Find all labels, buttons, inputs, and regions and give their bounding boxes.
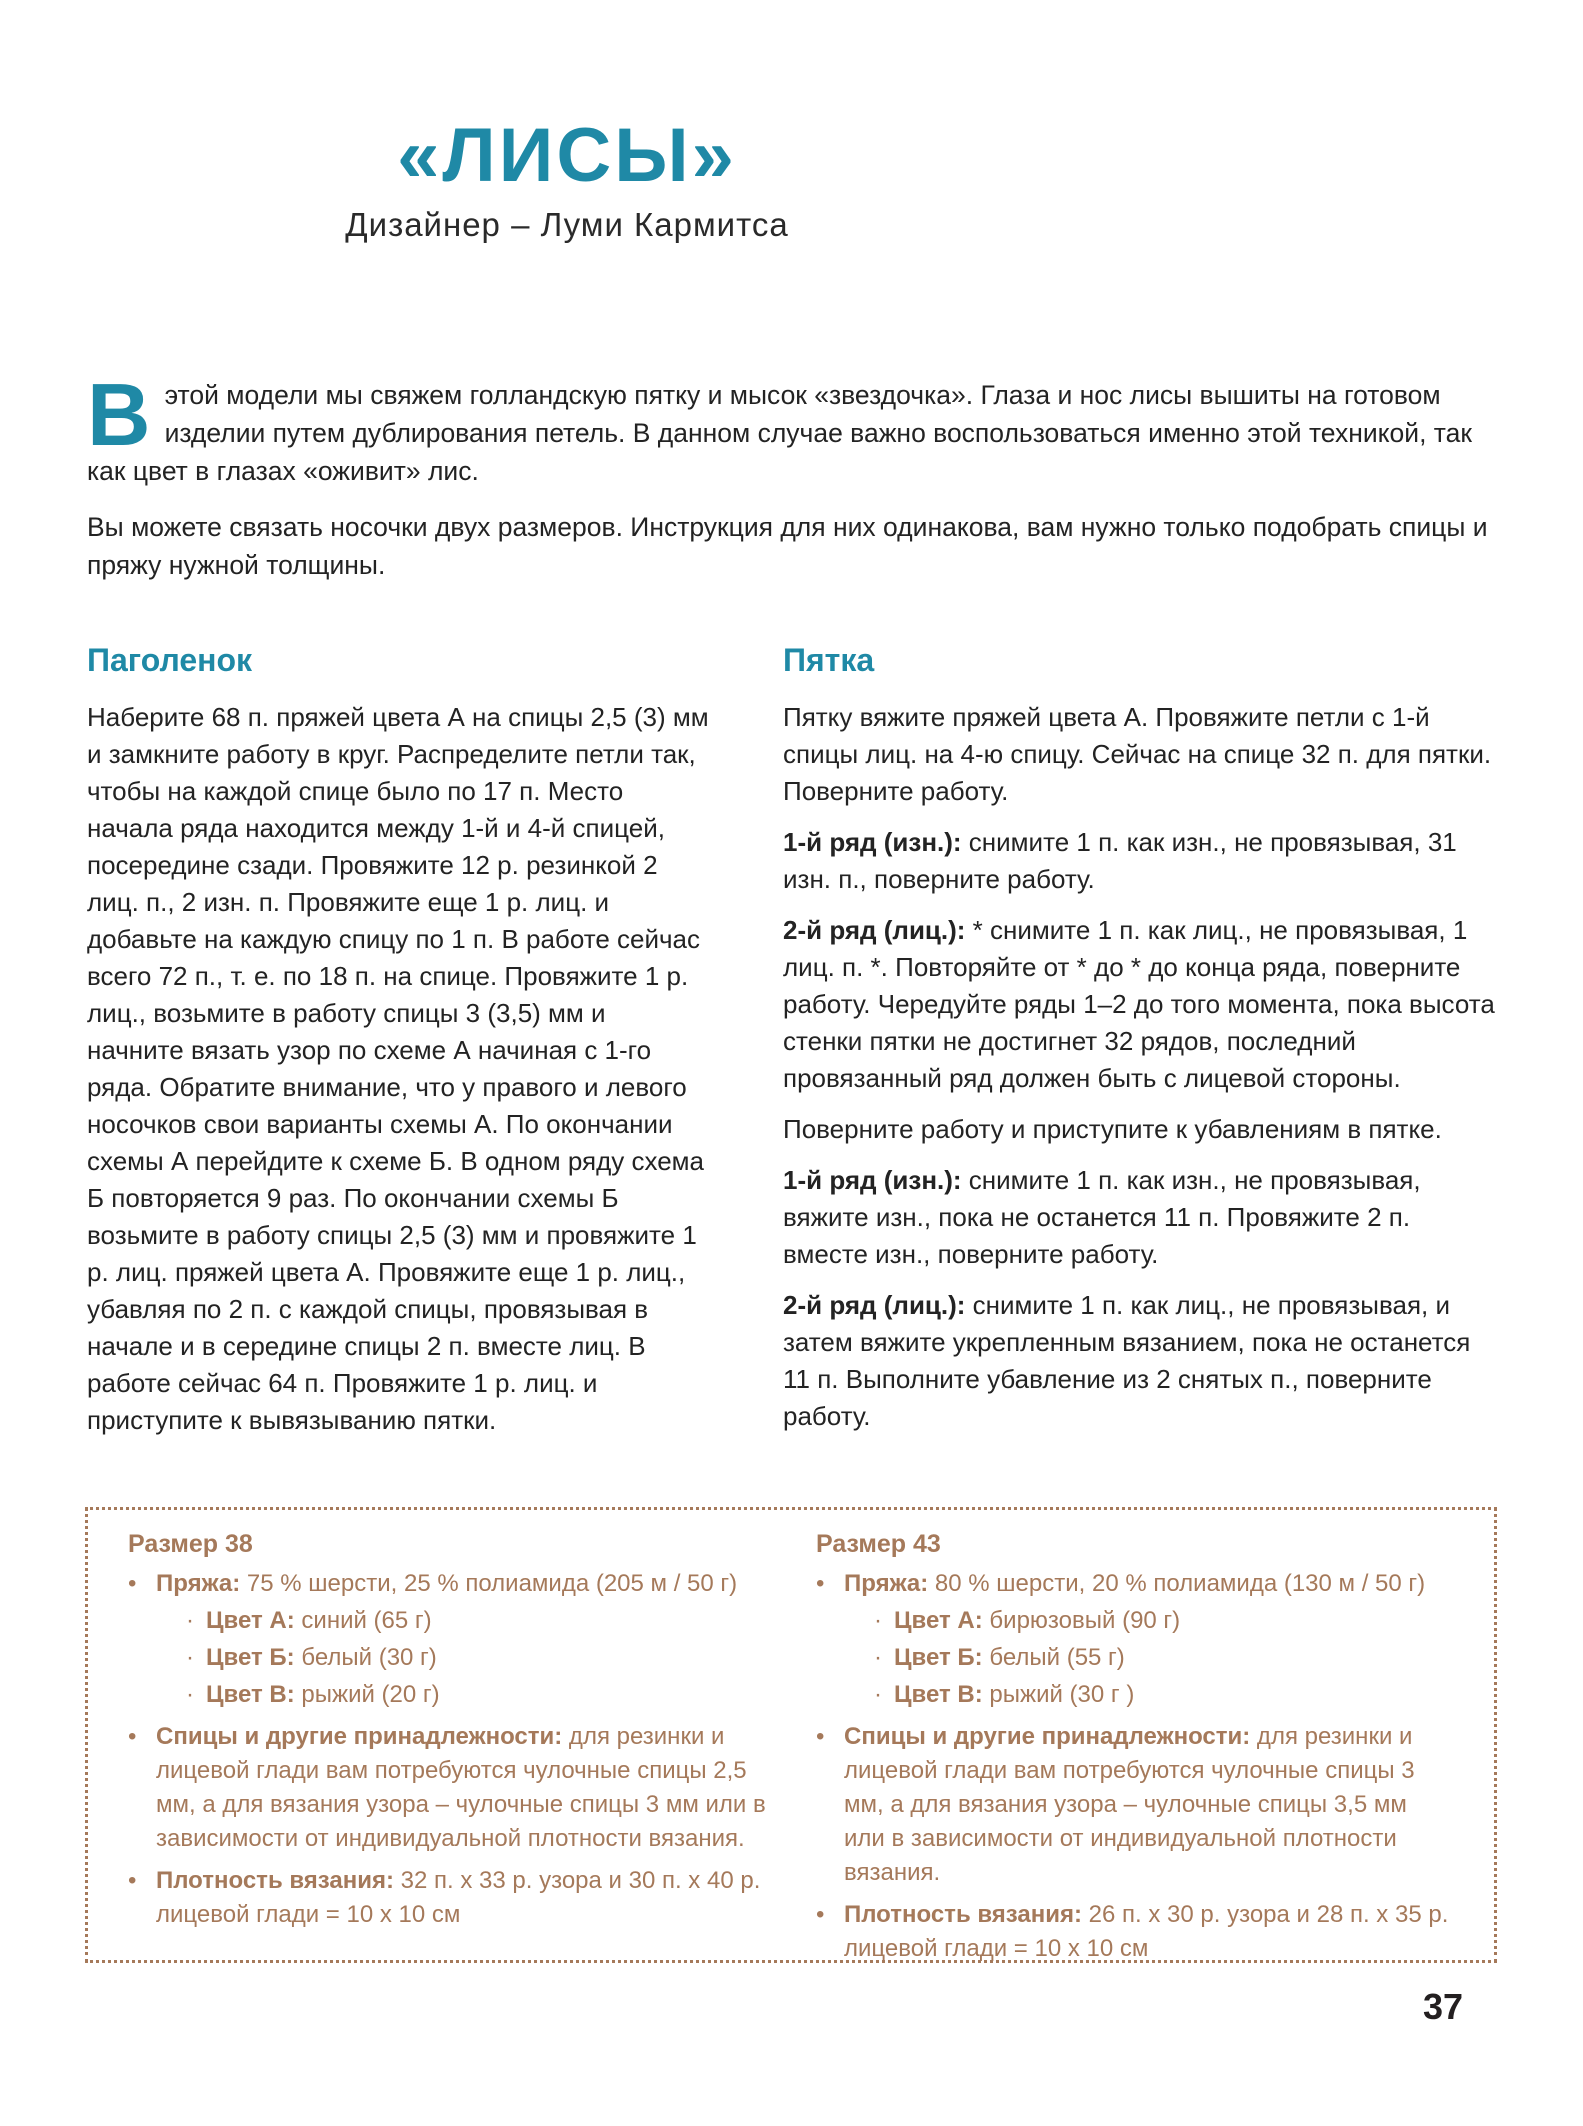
intro-paragraph-1-text: этой модели мы свяжем голландскую пятку и мысок «звездочка». Глаза и нос лисы вышиты на готовом изделии путем дублирования петель. В данном случае важно воспользоваться именно этой техникой, так как цвет в глазах «оживит» лис. bbox=[87, 380, 1472, 486]
heel-paragraph bbox=[783, 699, 1501, 810]
bullet-icon: • bbox=[816, 1723, 825, 1750]
page-title: «ЛИСЫ» bbox=[397, 113, 737, 198]
intro-paragraph-2: Вы можете связать носочки двух размеров. Инструкция для них одинакова, вам нужно только подобрать спицы и пряжу нужной толщины. bbox=[87, 512, 1488, 580]
needles-item bbox=[816, 1720, 1454, 1890]
dropcap-letter: В bbox=[87, 365, 151, 464]
color-v-label: Цвет В: bbox=[206, 1681, 295, 1708]
color-b-item bbox=[874, 1641, 1454, 1675]
designer-subtitle: Дизайнер – Луми Кармитса bbox=[345, 205, 789, 243]
page-number: 37 bbox=[1422, 1986, 1463, 2027]
heel-paragraph bbox=[783, 1287, 1501, 1435]
yarn-item bbox=[816, 1567, 1454, 1601]
color-a-text bbox=[894, 1604, 1180, 1638]
size-38-column bbox=[128, 1530, 766, 1968]
color-v-value: рыжий (20 г) bbox=[294, 1681, 440, 1708]
heel-paragraph-lead: 2-й ряд (лиц.): bbox=[783, 915, 966, 945]
heel-paragraph-lead: 2-й ряд (лиц.): bbox=[783, 1290, 966, 1320]
heel-section-heading: Пятка bbox=[783, 642, 875, 678]
bullet-icon: • bbox=[128, 1570, 137, 1597]
title-block bbox=[87, 113, 1047, 244]
gauge-label: Плотность вязания: bbox=[156, 1867, 395, 1894]
leg-section bbox=[87, 642, 709, 1449]
sub-bullet-icon: · bbox=[874, 1644, 882, 1671]
needles-value: для резинки и лицевой глади вам потребуются чулочные спицы 3 мм, а для вязания узора – чулочные спицы 3,5 мм или в зависимости от индивидуальной плотности вязания. bbox=[844, 1723, 1415, 1886]
color-b-text bbox=[894, 1641, 1125, 1675]
size-43-column bbox=[816, 1530, 1454, 1968]
heel-paragraph bbox=[783, 824, 1501, 898]
color-v-text bbox=[206, 1678, 440, 1712]
materials-box bbox=[85, 1507, 1497, 1963]
gauge-item bbox=[128, 1864, 766, 1932]
intro-paragraph-1 bbox=[87, 365, 1502, 490]
size-43-title: Размер 43 bbox=[816, 1530, 941, 1558]
color-a-item bbox=[874, 1604, 1454, 1638]
heel-paragraph-text: снимите 1 п. как изн., не провязывая, 31 изн. п., поверните работу. bbox=[783, 827, 1457, 894]
color-a-value: бирюзовый (90 г) bbox=[982, 1607, 1181, 1634]
color-a-value: синий (65 г) bbox=[294, 1607, 432, 1634]
color-a-text bbox=[206, 1604, 432, 1638]
gauge-label: Плотность вязания: bbox=[844, 1901, 1083, 1928]
yarn-value: 75 % шерсти, 25 % полиамида (205 м / 50 г) bbox=[240, 1570, 738, 1597]
bullet-icon: • bbox=[128, 1867, 137, 1894]
gauge-value: 26 п. x 30 р. узора и 28 п. x 35 р. лицевой глади = 10 x 10 см bbox=[844, 1901, 1449, 1962]
color-a-label: Цвет А: bbox=[206, 1607, 295, 1634]
color-b-label: Цвет Б: bbox=[894, 1644, 983, 1671]
yarn-text bbox=[844, 1567, 1425, 1601]
yarn-item bbox=[128, 1567, 766, 1601]
size-38-title: Размер 38 bbox=[128, 1530, 253, 1558]
gauge-item bbox=[816, 1898, 1454, 1966]
needles-label: Спицы и другие принадлежности: bbox=[844, 1723, 1251, 1750]
heel-section bbox=[783, 642, 1501, 1449]
heel-paragraph-lead: 1-й ряд (изн.): bbox=[783, 1165, 962, 1195]
heel-paragraph-lead: 1-й ряд (изн.): bbox=[783, 827, 962, 857]
gauge-value: 32 п. x 33 р. узора и 30 п. x 40 р. лицевой глади = 10 x 10 см bbox=[156, 1867, 761, 1928]
gauge-text bbox=[844, 1898, 1454, 1966]
heel-paragraph-text: снимите 1 п. как изн., не провязывая, вяжите изн., пока не останется 11 п. Провяжите 2 п. вместе изн., поверните работу. bbox=[783, 1165, 1421, 1269]
sub-bullet-icon: · bbox=[874, 1681, 882, 1708]
bullet-icon: • bbox=[816, 1570, 825, 1597]
heel-paragraph bbox=[783, 912, 1501, 1097]
color-b-text bbox=[206, 1641, 437, 1675]
instruction-columns bbox=[87, 642, 1501, 1449]
sub-bullet-icon: · bbox=[186, 1681, 194, 1708]
color-v-text bbox=[894, 1678, 1134, 1712]
needles-item bbox=[128, 1720, 766, 1856]
heel-paragraph-text: Поверните работу и приступите к убавлениям в пятке. bbox=[783, 1114, 1442, 1144]
color-b-label: Цвет Б: bbox=[206, 1644, 295, 1671]
heel-paragraph-text: Пятку вяжите пряжей цвета А. Провяжите петли с 1-й спицы лиц. на 4-ю спицу. Сейчас на спице 32 п. для пятки. Поверните работу. bbox=[783, 702, 1492, 806]
color-b-value: белый (55 г) bbox=[982, 1644, 1125, 1671]
needles-text bbox=[156, 1720, 766, 1856]
color-v-item bbox=[874, 1678, 1454, 1712]
yarn-value: 80 % шерсти, 20 % полиамида (130 м / 50 г) bbox=[928, 1570, 1426, 1597]
sub-bullet-icon: · bbox=[186, 1607, 194, 1634]
color-v-item bbox=[186, 1678, 766, 1712]
heel-paragraph bbox=[783, 1162, 1501, 1273]
color-a-item bbox=[186, 1604, 766, 1638]
needles-label: Спицы и другие принадлежности: bbox=[156, 1723, 563, 1750]
intro-section bbox=[87, 365, 1502, 602]
heel-paragraph-text: снимите 1 п. как лиц., не провязывая, и затем вяжите укрепленным вязанием, пока не останется 11 п. Выполните убавление из 2 снятых п., поверните работу. bbox=[783, 1290, 1471, 1431]
bullet-icon: • bbox=[816, 1901, 825, 1928]
heel-paragraph bbox=[783, 1111, 1501, 1148]
sub-bullet-icon: · bbox=[874, 1607, 882, 1634]
yarn-text bbox=[156, 1567, 737, 1601]
color-b-item bbox=[186, 1641, 766, 1675]
color-v-value: рыжий (30 г ) bbox=[982, 1681, 1135, 1708]
needles-value: для резинки и лицевой глади вам потребуются чулочные спицы 2,5 мм, а для вязания узора – чулочные спицы 3 мм или в зависимости от индивидуальной плотности вязания. bbox=[156, 1723, 766, 1852]
bullet-icon: • bbox=[128, 1723, 137, 1750]
heel-paragraph-text: * снимите 1 п. как лиц., не провязывая, 1 лиц. п. *. Повторяйте от * до * до конца ряда, поверните работу. Чередуйте ряды 1–2 до того момента, пока высота стенки пятки не достигнет 32 рядов, последний провязанный ряд должен быть с лицевой стороны. bbox=[783, 915, 1495, 1093]
needles-text bbox=[844, 1720, 1454, 1890]
sub-bullet-icon: · bbox=[186, 1644, 194, 1671]
leg-section-body: Наберите 68 п. пряжей цвета А на спицы 2,5 (3) мм и замкните работу в круг. Распределите петли так, чтобы на каждой спице было по 17 п. Место начала ряда находится между 1-й и 4-й спицей, посередине сзади. Провяжите 12 р. резинкой 2 лиц. п., 2 изн. п. Провяжите еще 1 р. лиц. и добавьте на каждую спицу по 1 п. В работе сейчас всего 72 п., т. е. по 18 п. на спице. Провяжите 1 р. лиц., возьмите в работу спицы 3 (3,5) мм и начните вязать узор по схеме А начиная с 1-го ряда. Обратите внимание, что у правого и левого носочков свои варианты схемы А. По окончании схемы А перейдите к схеме Б. В одном ряду схема Б повторяется 9 раз. По окончании схемы Б возьмите в работу спицы 2,5 (3) мм и провяжите 1 р. лиц. пряжей цвета А. Провяжите еще 1 р. лиц., убавляя по 2 п. с каждой спицы, провязывая в начале и в середине спицы 2 п. вместе лиц. В работе сейчас 64 п. Провяжите 1 р. лиц. и приступите к вывязыванию пятки. bbox=[87, 702, 709, 1435]
color-a-label: Цвет А: bbox=[894, 1607, 983, 1634]
yarn-label: Пряжа: bbox=[844, 1570, 929, 1597]
color-b-value: белый (30 г) bbox=[294, 1644, 437, 1671]
yarn-label: Пряжа: bbox=[156, 1570, 241, 1597]
leg-section-heading: Паголенок bbox=[87, 642, 253, 678]
gauge-text bbox=[156, 1864, 766, 1932]
color-v-label: Цвет В: bbox=[894, 1681, 983, 1708]
